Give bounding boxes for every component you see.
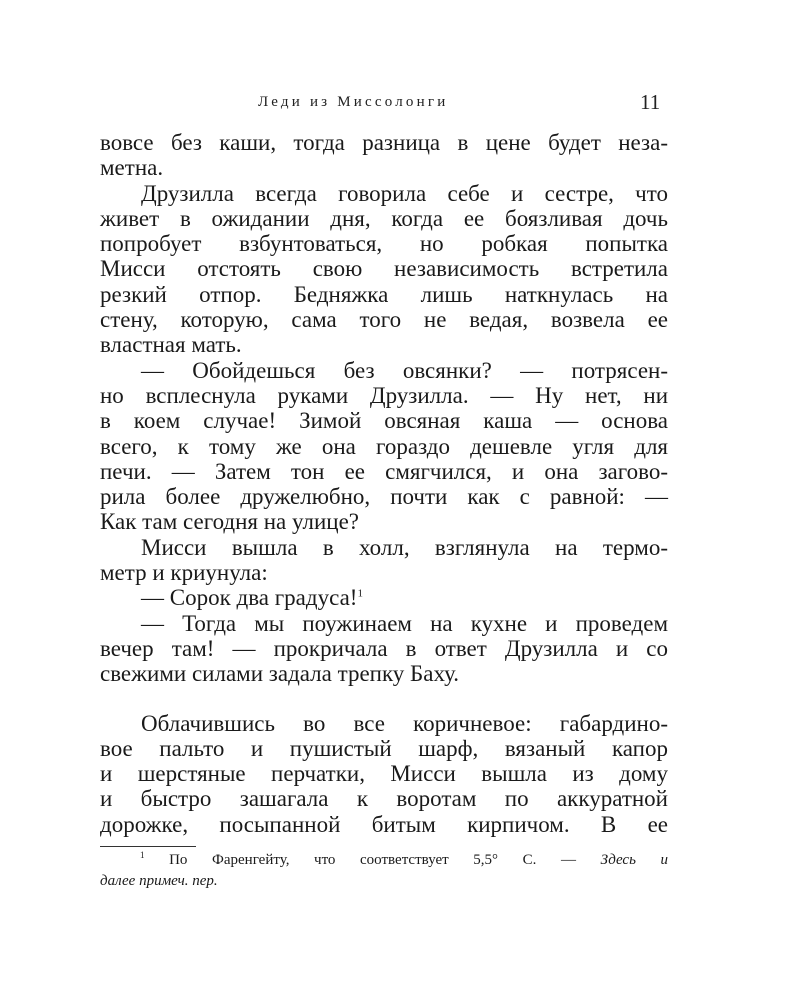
text-line: Облачившись во все коричневое: габардино- (141, 710, 668, 736)
text-line: стену, которую, сама того не ведая, возвела ее (100, 307, 668, 333)
text-line: и быстро зашагала к воротам по аккуратной (100, 786, 668, 812)
text-line: властная мать. (100, 332, 242, 358)
text-line: резкий отпор. Бедняжка лишь наткнулась на (100, 281, 668, 307)
footnote-italic: Здесь и (600, 852, 669, 868)
text-line: дорожке, посыпанной битым кирпичом. В ее (100, 811, 668, 837)
text-line: в коем случае! Зимой овсяная каша — основа (100, 408, 668, 434)
text-line: рила более дружелюбно, почти как с равной: — (100, 484, 668, 510)
text-line: метр и криунула: (100, 560, 268, 586)
text-line: — Обойдешься без овсянки? — потрясен- (141, 357, 668, 383)
footnote-text: По Фаренгейту, что соответствует 5,5° С. — (169, 852, 576, 868)
text-line: вечер там! — прокричала в ответ Друзилла и со (100, 635, 668, 661)
text-line-with-footnote-ref (100, 585, 668, 610)
text-line: но всплеснула руками Друзилла. — Ну нет, ни (100, 382, 668, 408)
text-line: свежими силами задала трепку Баху. (100, 661, 460, 687)
footnote-line (100, 850, 668, 871)
text-line: попробует взбунтоваться, но робкая попытка (100, 231, 668, 257)
page-number: 11 (640, 90, 661, 114)
body-text (100, 130, 668, 837)
text-line: — Тогда мы поужинаем на кухне и проведем (141, 610, 668, 636)
footnote (100, 850, 668, 892)
text-line: Как там сегодня на улице? (100, 509, 360, 535)
text-line: Мисси вышла в холл, взглянула на термо- (141, 534, 668, 560)
text-line: печи. — Затем тон ее смягчился, и она загово- (100, 458, 668, 484)
text-line: вое пальто и пушистый шарф, вязаный капор (100, 735, 668, 761)
text-line: Мисси отстоять свою независимость встретила (100, 256, 668, 282)
footnote-divider (100, 846, 196, 847)
running-title: Леди из Миссолонги (258, 94, 449, 110)
text-line: — Сорок два градуса! (141, 585, 358, 611)
footnote-reference: 1 (357, 587, 363, 600)
footnote-marker: 1 (140, 850, 145, 860)
footnote-line (100, 871, 668, 892)
text-line: всего, к тому же она гораздо дешевле угля для (100, 433, 668, 459)
footnote-italic: далее примеч. пер. (100, 873, 218, 889)
text-line: метна. (100, 155, 164, 181)
text-line: вовсе без каши, тогда разница в цене будет неза- (100, 130, 668, 155)
text-line: и шерстяные перчатки, Мисси вышла из дому (100, 761, 668, 787)
text-line: Друзилла всегда говорила себе и сестре, что (141, 180, 668, 206)
text-line: живет в ожидании дня, когда ее боязливая дочь (100, 205, 668, 231)
